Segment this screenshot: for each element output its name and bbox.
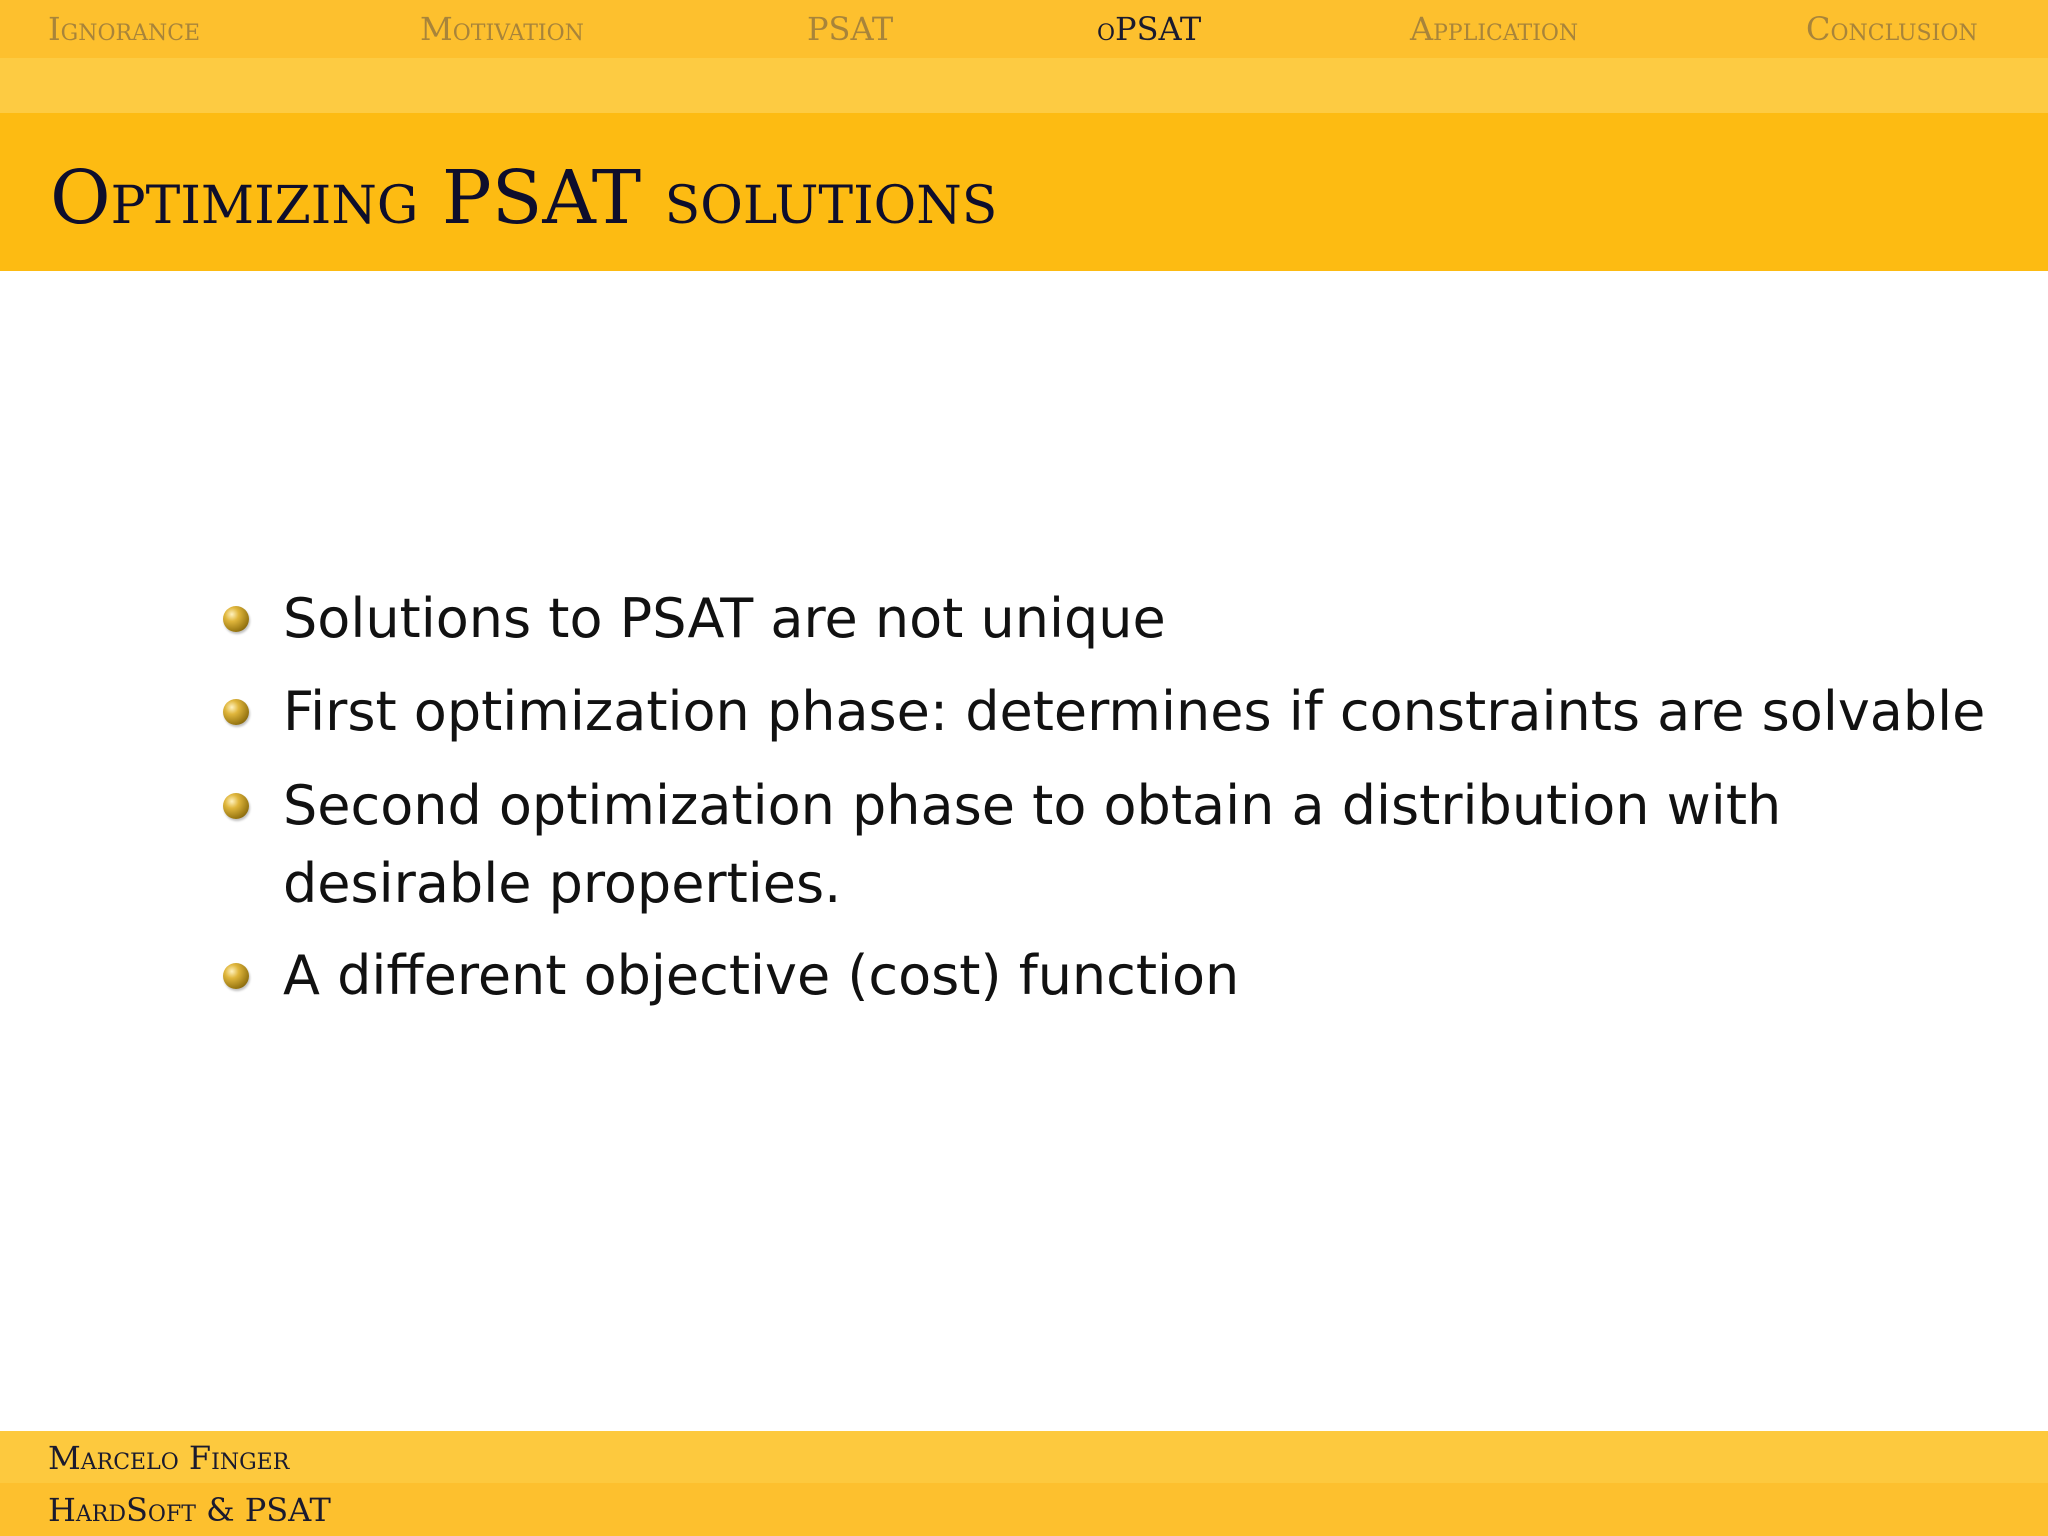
bullet-ball-icon xyxy=(223,699,249,725)
footer-author-band xyxy=(0,1431,2048,1483)
nav-item-application[interactable]: Application xyxy=(1410,10,1579,48)
bullet-ball-icon xyxy=(223,963,249,989)
bullet-ball-icon xyxy=(223,606,249,632)
nav-item-conclusion[interactable]: Conclusion xyxy=(1806,10,1978,48)
bullet-text: Second optimization phase to obtain a distribution with desirable properties. xyxy=(283,774,1782,915)
title-band xyxy=(0,113,2048,271)
footer-author: Marcelo Finger xyxy=(48,1439,290,1477)
bullet-text: A different objective (cost) function xyxy=(283,944,1240,1007)
nav-item-ignorance[interactable]: Ignorance xyxy=(48,10,201,48)
footer-talk-title: HardSoft & PSAT xyxy=(48,1491,331,1529)
bullet-text: Solutions to PSAT are not unique xyxy=(283,587,1166,650)
nav-item-opsat[interactable]: oPSAT xyxy=(1097,10,1202,48)
nav-item-psat[interactable]: PSAT xyxy=(807,10,894,48)
bullet-text: First optimization phase: determines if constraints are solvable xyxy=(283,680,1986,743)
nav-item-motivation[interactable]: Motivation xyxy=(420,10,584,48)
slide-title: Optimizing PSAT solutions xyxy=(50,155,998,241)
bullet-ball-icon xyxy=(223,793,249,819)
section-navigation-bar xyxy=(0,0,2048,58)
footer-title-band xyxy=(0,1483,2048,1536)
subsection-band xyxy=(0,58,2048,113)
